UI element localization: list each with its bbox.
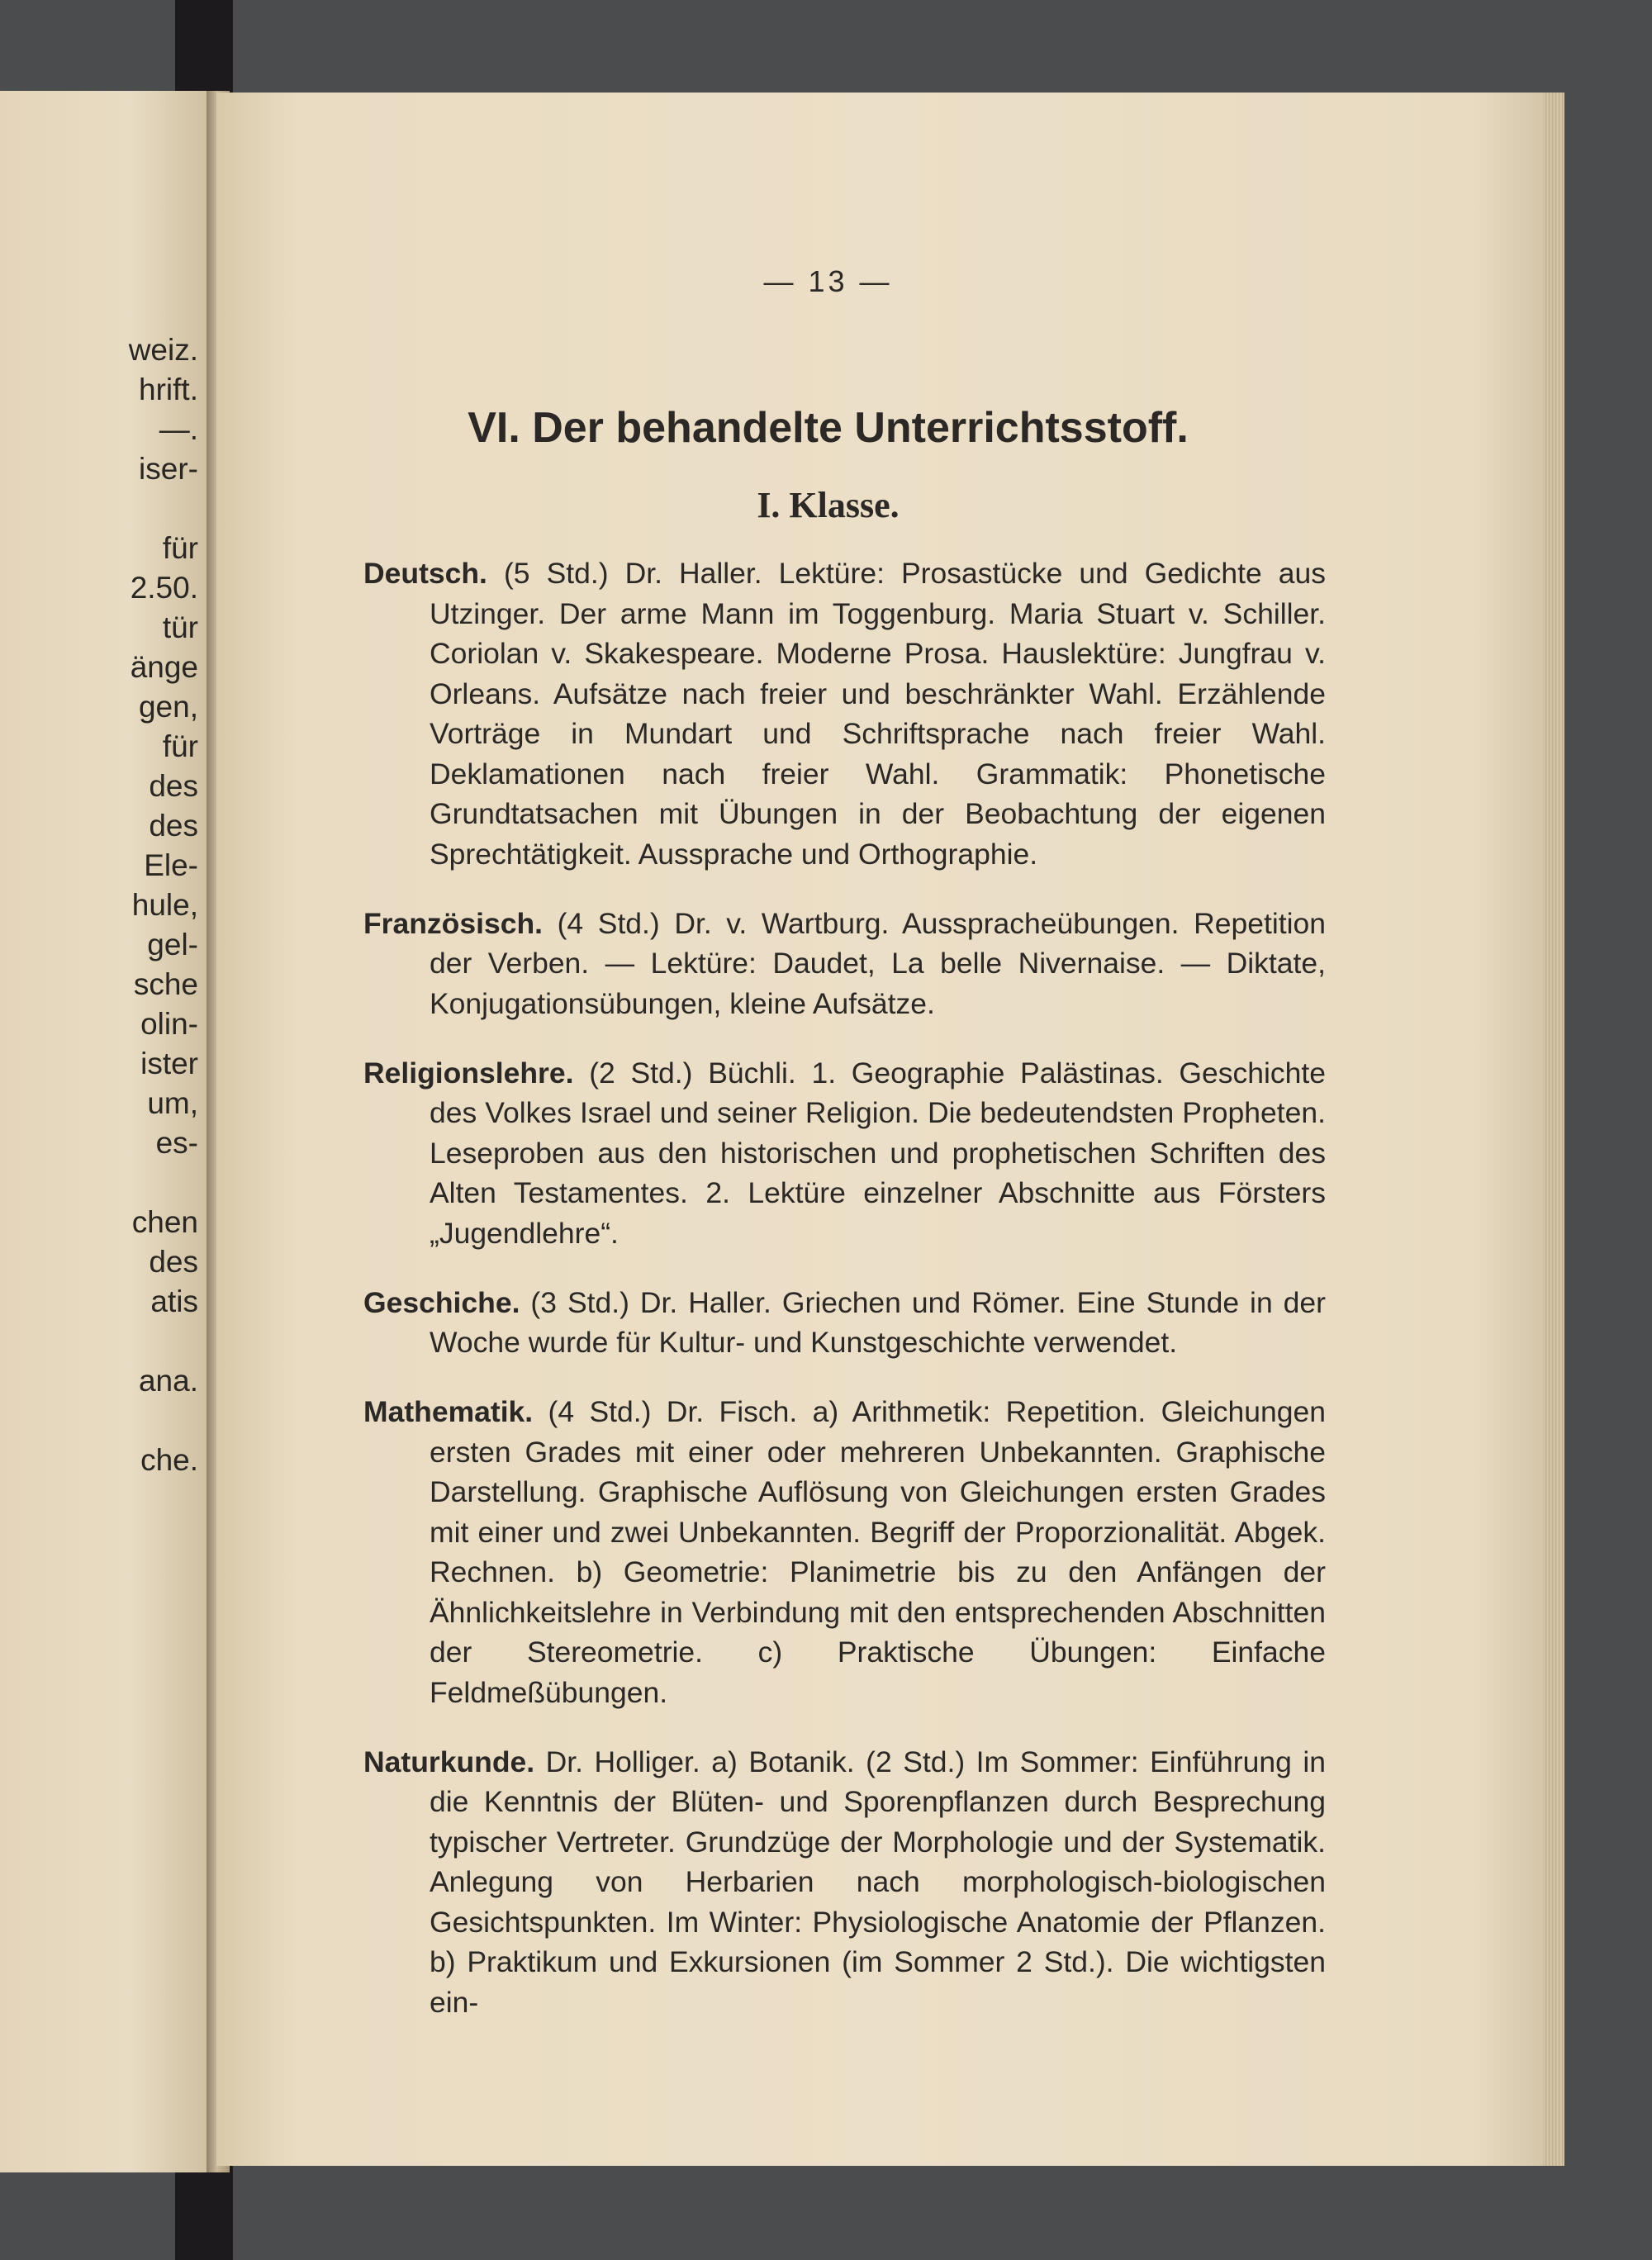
left-fragment: hrift. — [139, 373, 198, 406]
chapter-title: VI. Der behandelte Unterrichtsstoff. — [468, 404, 1189, 452]
left-fragment: änge — [130, 650, 198, 684]
subject-text: (2 Std.) Büchli. 1. Geographie Palästinas. Geschichte des Volkes Israel und seiner Religion. Die bedeutendsten Propheten. Leseproben aus den historischen und prophetischen Schriften des Alten Testamentes. 2. Lektüre einzelner Abschnitte aus Försters „Jugendlehre“. — [430, 1056, 1326, 1250]
left-fragment — [0, 1401, 198, 1441]
page-number: — 13 — — [763, 264, 893, 298]
subject-name: Naturkunde. — [363, 1745, 535, 1778]
left-fragment: che. — [140, 1443, 198, 1477]
subject-deutsch — [363, 553, 1326, 874]
page-content — [363, 264, 1326, 2029]
left-fragment — [0, 489, 198, 529]
left-fragment: ister — [140, 1047, 198, 1080]
subject-list — [363, 553, 1326, 2022]
subject-geschichte — [363, 1283, 1326, 1363]
left-fragment: hule, — [131, 888, 198, 922]
subject-text: Dr. Holliger. a) Botanik. (2 Std.) Im Sommer: Einführung in die Kenntnis der Blüten- und Sporenpflanzen durch Besprechung typischer Vertreter. Grundzüge der Morphologie und der Systematik. Anlegung von Herbarien nach morphologisch-biologischen Gesichtspunkten. Im Winter: Physiologische Anatomie der Pflanzen. b) Praktikum und Exkursionen (im Sommer 2 Std.). Die wichtigsten ein- — [430, 1745, 1326, 2019]
subject-franzoesisch — [363, 904, 1326, 1024]
subject-text: (5 Std.) Dr. Haller. Lektüre: Prosastücke und Gedichte aus Utzinger. Der arme Mann im Toggenburg. Maria Stuart v. Schiller. Coriolan v. Skakespeare. Moderne Prosa. Hauslektüre: Jungfrau v. Orleans. Aufsätze nach freier und beschränkter Wahl. Erzählende Vorträge in Mundart und Schriftsprache nach freier Wahl. Deklamationen nach freier Wahl. Grammatik: Phonetische Grundtatsachen mit Übungen in der Beobachtung der eigenen Sprechtätigkeit. Aussprache und Orthographie. — [430, 557, 1326, 871]
left-fragment: atis — [150, 1284, 198, 1318]
binding-strap-top — [175, 0, 233, 93]
left-fragment: des — [149, 809, 198, 843]
binding-strap-bottom — [175, 2164, 233, 2260]
left-fragment: gen, — [138, 690, 198, 724]
left-fragment: 2.50. — [130, 571, 198, 605]
subject-mathematik — [363, 1392, 1326, 1712]
left-page — [0, 91, 216, 2172]
left-fragment: für — [162, 531, 198, 565]
left-fragment: gel- — [147, 928, 198, 961]
left-fragment: um, — [147, 1086, 198, 1120]
subject-text: (3 Std.) Dr. Haller. Griechen und Römer. Eine Stunde in der Woche wurde für Kultur- und Kunstgeschichte verwendet. — [430, 1285, 1326, 1359]
left-fragment: weiz. — [128, 333, 198, 367]
left-fragment: des — [149, 769, 198, 803]
subject-religionslehre — [363, 1053, 1326, 1254]
subject-name: Religionslehre. — [363, 1056, 574, 1090]
left-fragment: Ele- — [144, 848, 198, 882]
left-fragment: für — [162, 729, 198, 763]
subject-naturkunde — [363, 1742, 1326, 2023]
left-page-text-fragments — [0, 330, 198, 1480]
left-fragment: chen — [131, 1205, 198, 1239]
left-fragment — [0, 1322, 198, 1361]
subject-name: Deutsch. — [363, 557, 487, 590]
left-fragment: iser- — [139, 452, 198, 486]
subject-name: Geschiche. — [363, 1285, 520, 1319]
left-fragment: olin- — [140, 1007, 198, 1041]
subject-name: Französisch. — [363, 906, 544, 940]
left-fragment: —. — [159, 412, 198, 446]
left-fragment: des — [149, 1245, 198, 1279]
left-fragment: tür — [162, 610, 198, 644]
left-fragment: sche — [133, 967, 198, 1001]
subject-name: Mathematik. — [363, 1395, 534, 1428]
left-fragment: ana. — [138, 1364, 198, 1398]
left-fragment — [0, 1163, 198, 1203]
page-edge — [1543, 93, 1564, 2166]
subject-text: (4 Std.) Dr. v. Wartburg. Ausspracheübungen. Repetition der Verben. — Lektüre: Daudet, La belle Nivernaise. — Diktate, Konjugationsübungen, kleine Aufsätze. — [430, 906, 1326, 1020]
class-title: I. Klasse. — [757, 485, 900, 525]
subject-text: (4 Std.) Dr. Fisch. a) Arithmetik: Repetition. Gleichungen ersten Grades mit einer oder mehreren Unbekannten. Graphische Darstellung. Graphische Auflösung von Gleichungen ersten Grades mit einer und zwei Unbekannten. Begriff der Proporzionalität. Abgek. Rechnen. b) Geometrie: Planimetrie bis zu den Anfängen der Ähnlichkeitslehre in Verbindung mit den entsprechenden Abschnitten der Stereometrie. c) Praktische Übungen: Einfache Feldmeßübungen. — [430, 1395, 1326, 1709]
left-fragment: es- — [155, 1126, 198, 1160]
